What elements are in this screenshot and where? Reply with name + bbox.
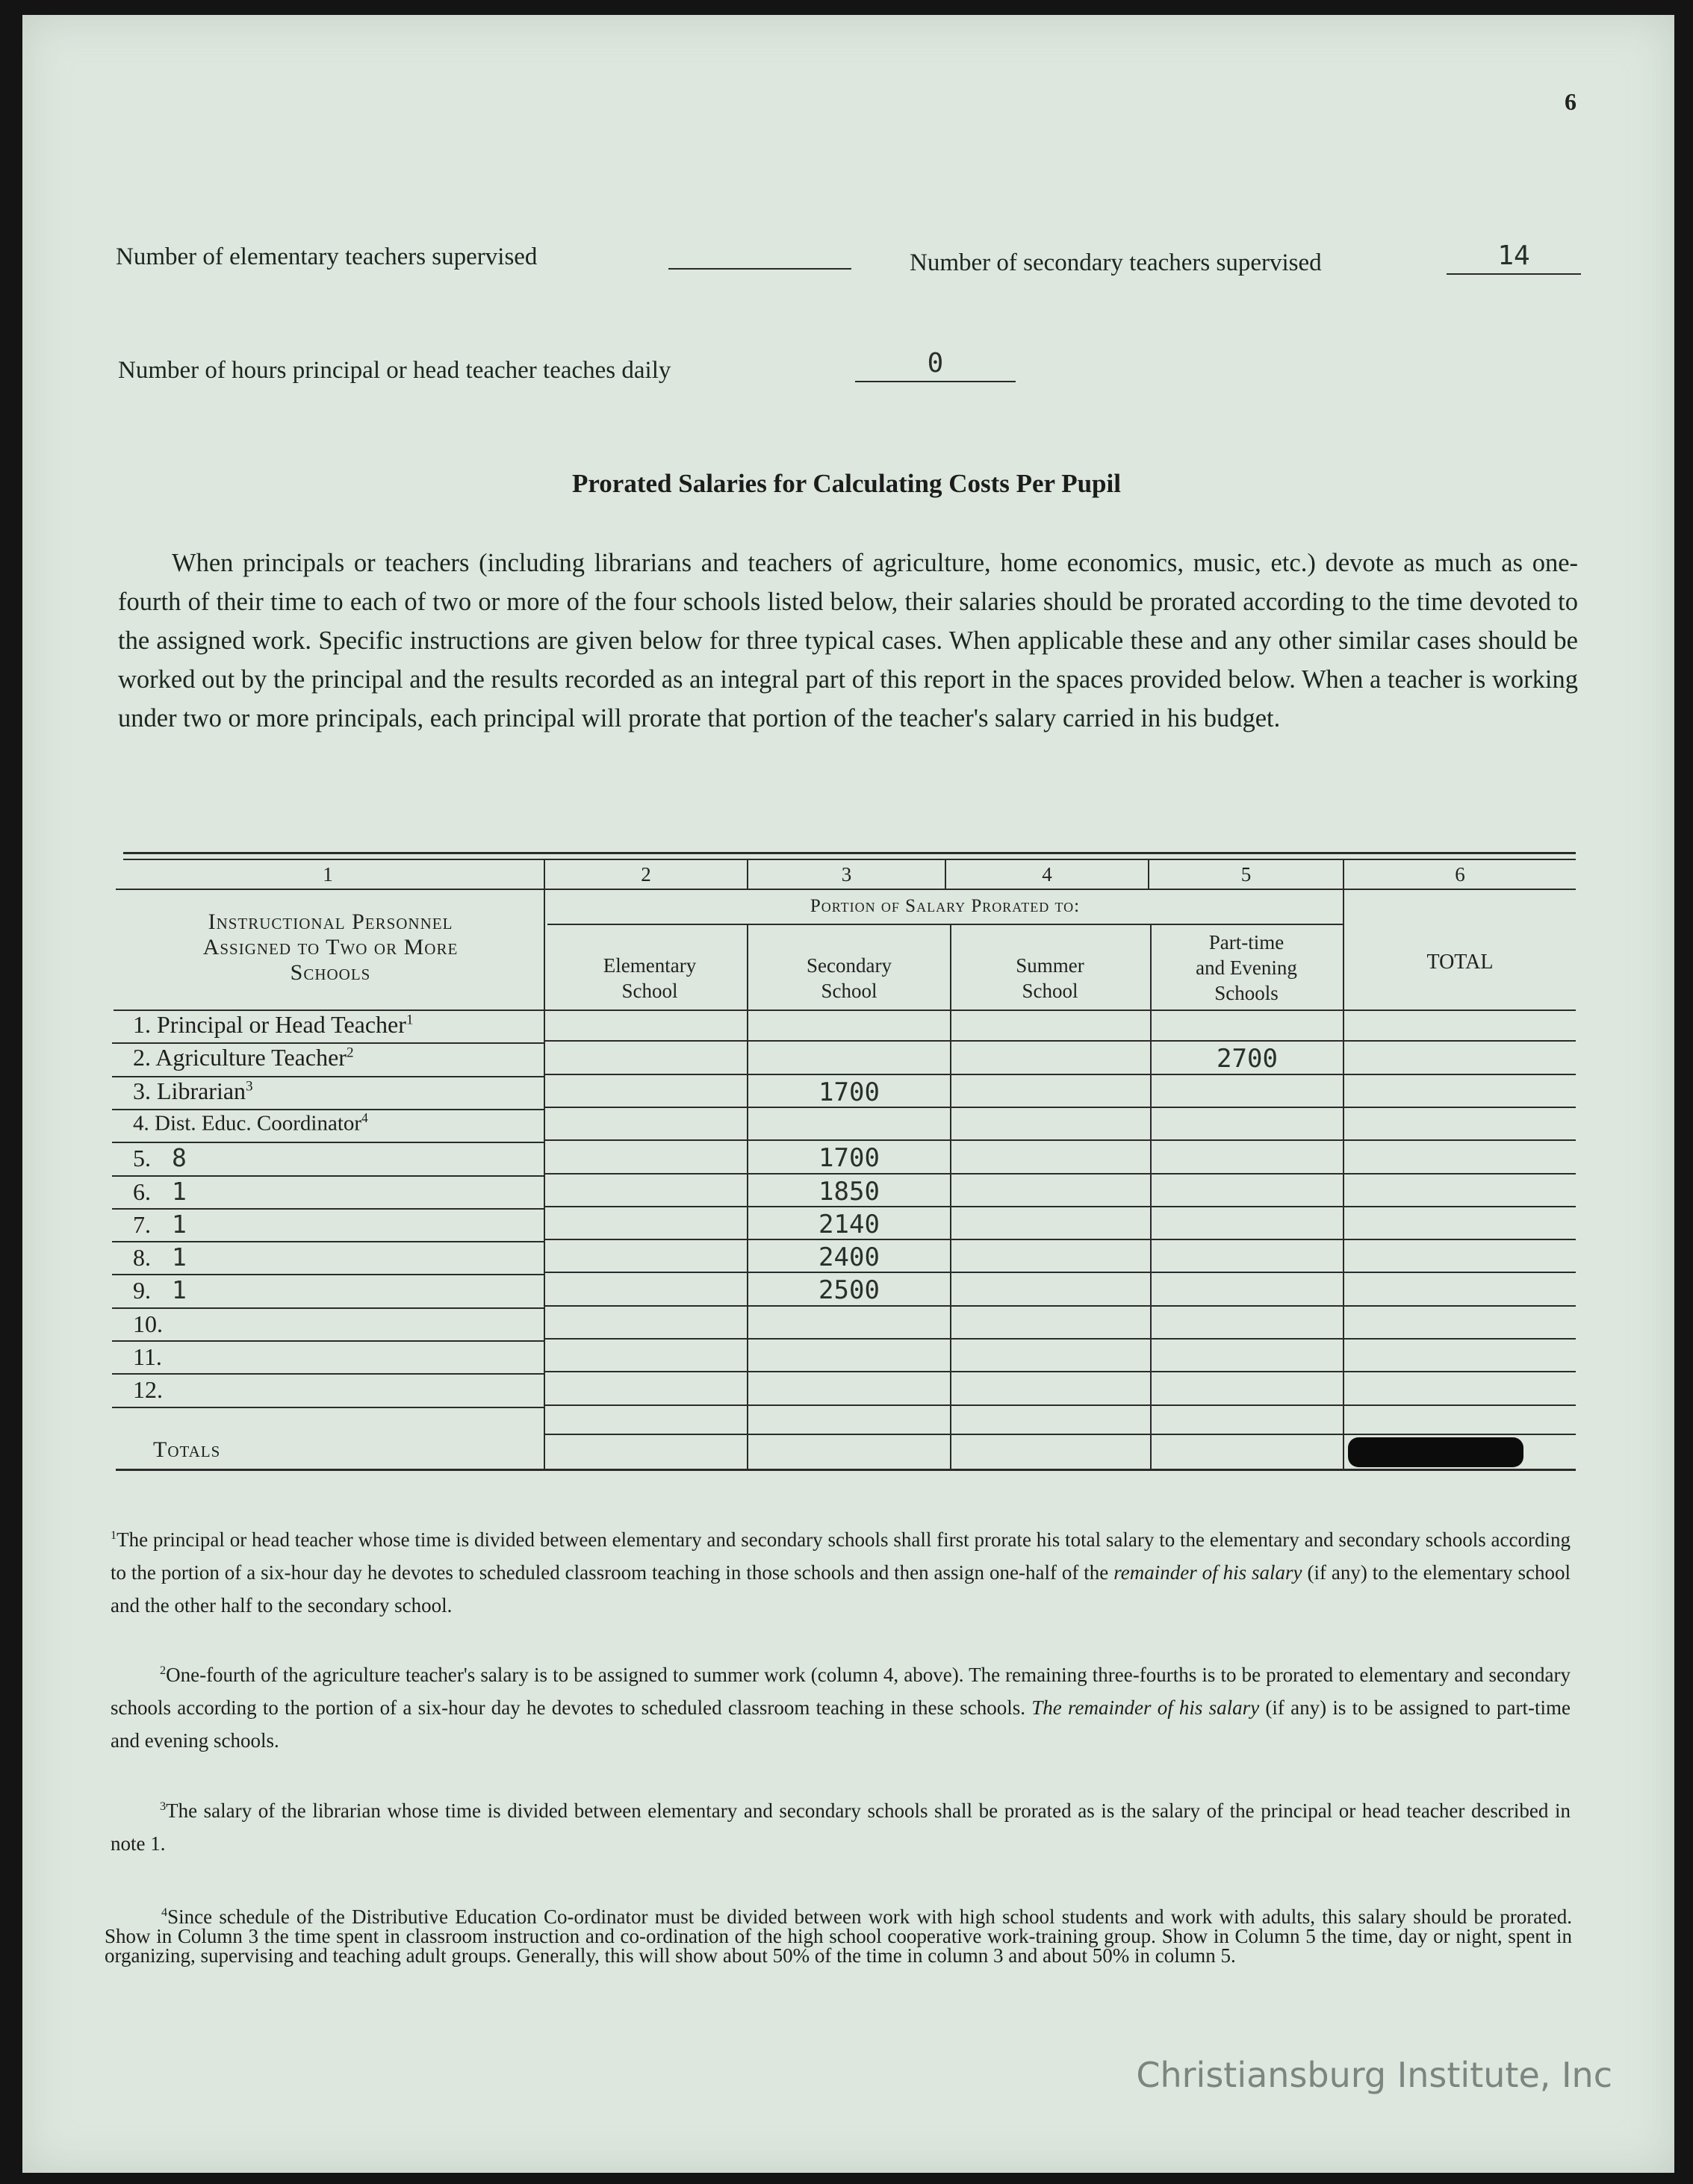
salary-cell[interactable] <box>748 1011 950 1041</box>
salary-cell[interactable] <box>951 1342 1150 1372</box>
col6-header: TOTAL <box>1426 951 1494 974</box>
salary-cell[interactable] <box>1344 1275 1576 1305</box>
colnum-5: 5 <box>1240 863 1252 886</box>
row-label: 5. 8 <box>133 1143 187 1173</box>
salary-cell[interactable] <box>545 1342 747 1372</box>
hours-teaches-field[interactable]: 0 <box>855 348 1016 382</box>
salary-cell[interactable] <box>545 1011 747 1041</box>
salary-cell[interactable] <box>951 1044 1150 1074</box>
salary-cell[interactable] <box>545 1077 747 1107</box>
salary-cell[interactable] <box>1152 1375 1343 1404</box>
col4-header: Summer School <box>1016 954 1084 1002</box>
elementary-teachers-field[interactable] <box>668 243 851 270</box>
row-label: 2. Agriculture Teacher$^2$ <box>133 1044 354 1071</box>
colnum-2: 2 <box>641 863 651 886</box>
colnum-4: 4 <box>1042 863 1052 886</box>
row-label: 9. 1 <box>133 1275 187 1305</box>
salary-cell[interactable] <box>1152 1077 1343 1107</box>
col3-header: Secondary School <box>807 954 892 1002</box>
footnote-2: $^2$One-fourth of the agriculture teacher's salary is to be assigned to summer work (column 4, above). The remaining three-fourths is to be prorated to elementary and secondary schools according to the portion of a six-hour day he devotes to scheduled classroom teaching in these schools. The remainder of his salary (if any) is to be assigned to part-time and evening schools. <box>111 1664 1571 1752</box>
salary-cell[interactable] <box>1152 1110 1343 1140</box>
salary-cell[interactable] <box>951 1177 1150 1207</box>
secondary-teachers-field[interactable]: 14 <box>1447 240 1581 275</box>
page-number: 6 <box>1565 88 1576 115</box>
salary-cell[interactable] <box>545 1242 747 1272</box>
salary-cell[interactable] <box>951 1110 1150 1140</box>
salary-cell[interactable] <box>951 1210 1150 1239</box>
salary-cell[interactable] <box>1152 1242 1343 1272</box>
salary-cell[interactable] <box>1344 1375 1576 1404</box>
footnote-1: $^1$The principal or head teacher whose time is divided between elementary and secondary schools shall first prorate his total salary to the elementary and secondary schools according to the portion of a six-hour day he devotes to scheduled classroom teaching in those schools and then assign one-half of the remainder of his salary (if any) to the elementary school and the other half to the secondary school. <box>111 1528 1571 1617</box>
salary-cell[interactable] <box>951 1242 1150 1272</box>
salary-cell[interactable] <box>1344 1143 1576 1173</box>
salary-cell[interactable] <box>1344 1309 1576 1339</box>
table-top-rule <box>123 852 1576 854</box>
footnote-3: $^3$The salary of the librarian whose time is divided between elementary and secondary schools shall be prorated as is the salary of the principal or head teacher described in note 1. <box>111 1799 1571 1855</box>
salary-cell[interactable]: 1700 <box>818 1143 880 1174</box>
salary-cell[interactable] <box>545 1110 747 1140</box>
row-label: 10. <box>133 1310 163 1337</box>
salary-cell[interactable] <box>748 1110 950 1140</box>
row-label: 8. 1 <box>133 1242 187 1272</box>
salary-cell[interactable] <box>748 1309 950 1339</box>
footnote-4: $^4$Since schedule of the Distributive Education Co-ordinator must be divided between work with high school students and work with adults, this salary should be prorated. Show in Column 3 the time spent in classroom instruction and co-ordination of the high school cooperative work-training group. Show in Column 5 the time, day or night, spent in organizing, supervising and teaching adult groups. Generally, this will show about 50% of the time in column 3 and about 50% in column 5. <box>105 1905 1572 1967</box>
salary-cell[interactable] <box>1344 1011 1576 1041</box>
salary-cell[interactable] <box>748 1044 950 1074</box>
salary-cell[interactable] <box>951 1309 1150 1339</box>
salary-cell[interactable] <box>1152 1309 1343 1339</box>
handwritten-count: 1 <box>172 1242 187 1272</box>
col2-header: Elementary School <box>603 954 697 1002</box>
handwritten-count: 8 <box>172 1143 187 1173</box>
salary-cell[interactable]: 2700 <box>1217 1044 1278 1074</box>
salary-cell[interactable] <box>1152 1210 1343 1239</box>
salary-cell[interactable] <box>1344 1210 1576 1239</box>
salary-cell[interactable]: 2400 <box>818 1242 880 1273</box>
salary-cell[interactable] <box>545 1275 747 1305</box>
section-title: Prorated Salaries for Calculating Costs Per Pupil <box>572 469 1121 498</box>
row-rule <box>112 1407 544 1408</box>
row-label: 12. <box>133 1376 163 1404</box>
salary-cell[interactable] <box>545 1044 747 1074</box>
salary-cell[interactable] <box>951 1375 1150 1404</box>
row-label: 11. <box>133 1343 162 1370</box>
handwritten-count: 1 <box>172 1176 187 1206</box>
colnum-1: 1 <box>323 863 333 886</box>
handwritten-count: 1 <box>172 1275 187 1305</box>
totals-label: Totals <box>153 1437 221 1462</box>
redaction-mark <box>1348 1437 1523 1467</box>
salary-cell[interactable] <box>1344 1342 1576 1372</box>
salary-cell[interactable] <box>951 1077 1150 1107</box>
colnum-rule <box>116 889 1576 890</box>
salary-cell[interactable] <box>951 1143 1150 1173</box>
salary-cell[interactable] <box>1152 1177 1343 1207</box>
salary-cell[interactable]: 1700 <box>818 1077 880 1107</box>
salary-cell[interactable] <box>545 1143 747 1173</box>
salary-cell[interactable]: 1850 <box>818 1176 880 1207</box>
salary-cell[interactable] <box>545 1210 747 1239</box>
row-label: 7. 1 <box>133 1209 187 1239</box>
salary-cell[interactable] <box>1152 1011 1343 1041</box>
row-label: 1. Principal or Head Teacher$^1$ <box>133 1011 414 1038</box>
salary-cell[interactable] <box>1344 1242 1576 1272</box>
colnum-3: 3 <box>841 863 852 886</box>
salary-cell[interactable]: 2140 <box>818 1209 880 1239</box>
salary-cell[interactable] <box>1344 1110 1576 1140</box>
salary-cell[interactable] <box>1152 1143 1343 1173</box>
salary-cell[interactable] <box>545 1177 747 1207</box>
salary-cell[interactable] <box>545 1375 747 1404</box>
salary-cell[interactable] <box>1344 1177 1576 1207</box>
row-label: 4. Dist. Educ. Coordinator$^4$ <box>133 1110 368 1136</box>
portion-header: Portion of Salary Prorated to: <box>810 896 1081 916</box>
row-rule <box>544 1434 1576 1435</box>
table-top-rule-2 <box>123 859 1576 860</box>
salary-cell[interactable] <box>748 1375 950 1404</box>
salary-cell[interactable] <box>951 1275 1150 1305</box>
salary-cell[interactable] <box>1344 1077 1576 1107</box>
col1-header: Instructional Personnel Assigned to Two or More Schools <box>202 909 459 985</box>
salary-cell[interactable]: 2500 <box>818 1275 880 1306</box>
intro-paragraph: When principals or teachers (including librarians and teachers of agriculture, home economics, music, etc.) devote as much as one-fourth of their time to each of two or more of the four schools listed below, their salaries should be prorated according to the time devoted to the assigned work. Specific instructions are given below for three typical cases. When applicable these and any other similar cases should be worked out by the principal and the results recorded as an integral part of this report in the spaces provided below. When a teacher is working under two or more principals, each principal will prorate that portion of the teacher's salary carried in his budget. <box>118 549 1578 732</box>
salary-cell[interactable] <box>1152 1342 1343 1372</box>
secondary-teachers-label: Number of secondary teachers supervised <box>910 249 1322 276</box>
handwritten-count: 1 <box>172 1209 187 1239</box>
elementary-teachers-label: Number of elementary teachers supervised <box>116 243 538 270</box>
salary-cell[interactable] <box>951 1011 1150 1041</box>
hours-teaches-label: Number of hours principal or head teacher teaches daily <box>118 357 671 384</box>
row-label: 6. 1 <box>133 1176 187 1206</box>
salary-cell[interactable] <box>1152 1275 1343 1305</box>
colnum-6: 6 <box>1455 863 1465 886</box>
table-bottom-rule <box>116 1469 1576 1471</box>
portion-rule <box>547 924 1343 925</box>
row-label: 3. Librarian$^3$ <box>133 1077 253 1104</box>
watermark: Christiansburg Institute, Inc <box>1136 2055 1612 2095</box>
col5-header: Part-time and Evening Schools <box>1196 931 1297 1004</box>
salary-cell[interactable] <box>748 1342 950 1372</box>
salary-cell[interactable] <box>1344 1044 1576 1074</box>
salary-cell[interactable] <box>545 1309 747 1339</box>
